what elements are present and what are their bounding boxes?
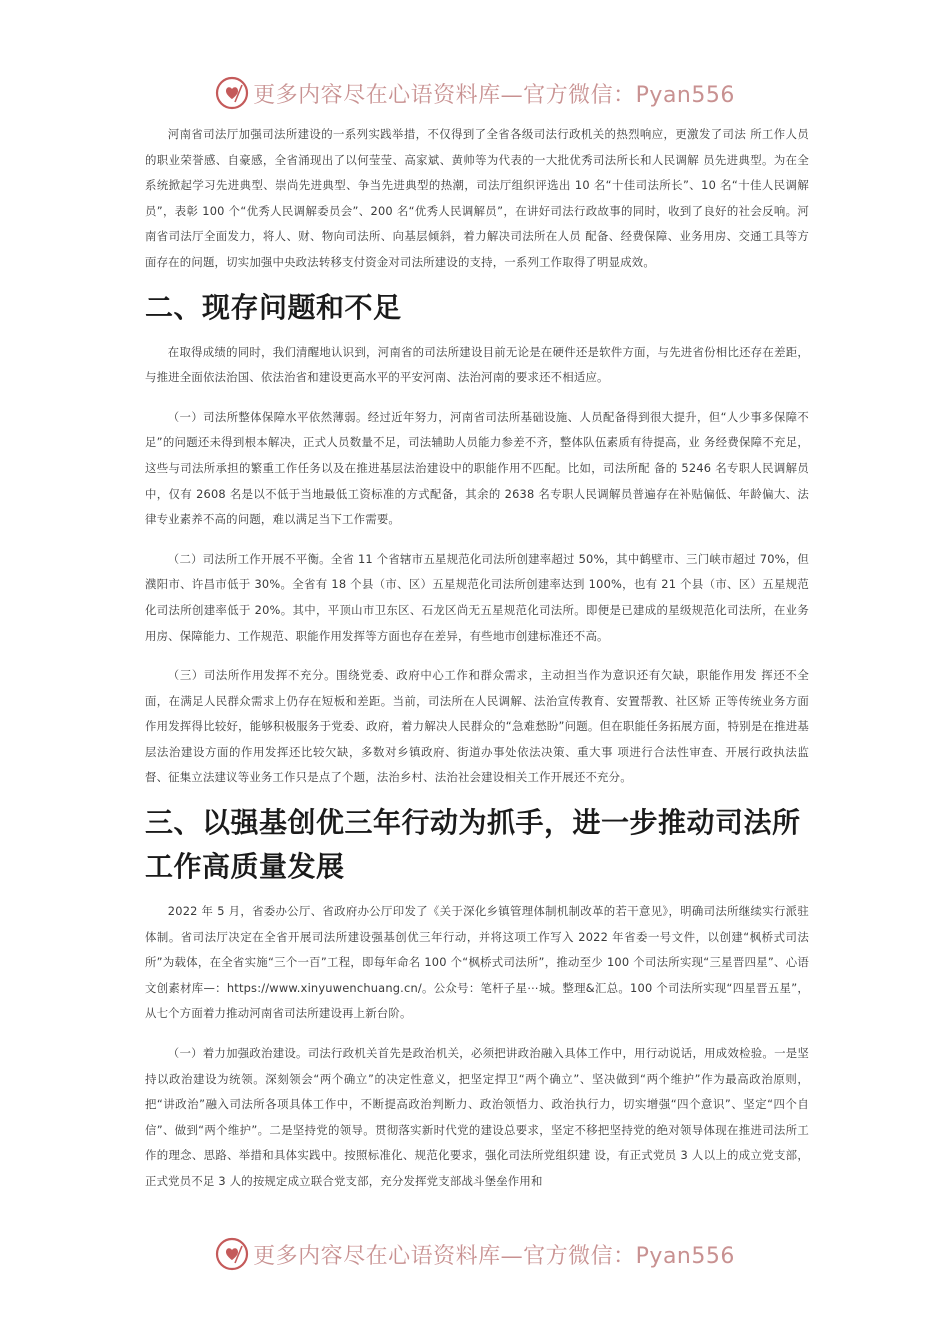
heart-pen-logo-icon	[215, 76, 249, 110]
banner-text: 更多内容尽在心语资料库—官方微信：Pyan556	[253, 82, 735, 108]
section2-paragraph: 在取得成绩的同时，我们清醒地认识到，河南省的司法所建设目前无论是在硬件还是软件方面，与先进省份相比还存在差距，与推进全面依法治国、依法治省和建设更高水平的平安河南、法治河南的要求还不相适应。	[145, 344, 809, 385]
intro-paragraph: 河南省司法厅加强司法所建设的一系列实践举措，不仅得到了全省各级司法行政机关的热烈响应，更激发了司法 所工作人员的职业荣誉感、自豪感，全省涌现出了以何莹莹、高家斌、黄帅等为代表的一大批优秀司法所长和人民调解 员先进典型。为在全系统掀起学习先进典型、崇尚先进典型、争当先进典型的热潮，司法厅组织评选出 10 名“十佳司法所长”、10 名“十佳人民调解员”，表彰 100 个“优秀人民调解委员会”、200 名“优秀人民调解员”，在讲好司法行政故事的同时，收到了良好的社会反响。河南省司法厅全面发力，将人、财、物向司法所、向基层倾斜，着力解决司法所在人员 配备、经费保障、业务用房、交通工具等方面存在的问题，切实加强中央政法转移支付资金对司法所建设的支持，一系列工作取得了明显成效。	[145, 127, 809, 269]
section2-paragraph: （一）司法所整体保障水平依然薄弱。经过近年努力，河南省司法所基础设施、人员配备得到很大提升，但“人少事多保障不足”的问题还未得到根本解决，正式人员数量不足，司法辅助人员能力参差不齐，整体队伍素质有待提高，业 务经费保障不充足，这些与司法所承担的繁重工作任务以及在推进基层法治建设中的职能作用不匹配。比如，司法所配 备的 5246 名专职人民调解员中，仅有 2608 名是以不低于当地最低工资标准的方式配备，其余的 2638 名专职人民调解员普遍存在补贴偏低、年龄偏大、法律专业素养不高的问题，难以满足当下工作需要。	[145, 409, 809, 527]
banner-text: 更多内容尽在心语资料库—官方微信：Pyan556	[253, 1243, 735, 1269]
document-body	[145, 122, 809, 1195]
heart-pen-logo-icon	[215, 1237, 249, 1271]
section3-paragraph: 2022 年 5 月，省委办公厅、省政府办公厅印发了《关于深化乡镇管理体制机制改革的若干意见》，明确司法所继续实行派驻体制。省司法厅决定在全省开展司法所建设强基创优三年行动，并将这项工作写入 2022 年省委一号文件，以创建“枫桥式司法所”为载体，在全省实施“三个一百”工程，即每年命名 100 个“枫桥式司法所”，推动至少 100 个司法所实现“三星晋四星”、心语文创素材库—：https://www.xinyuwenchuang.cn/。公众号：笔杆子星⋯城。整理&汇总。100 个司法所实现“四星晋五星”，从七个方面着力推动河南省司法所建设再上新台阶。	[145, 904, 809, 1021]
footer-banner	[0, 1232, 950, 1276]
section3-paragraph: （一）着力加强政治建设。司法行政机关首先是政治机关，必须把讲政治融入具体工作中，用行动说话，用成效检验。一是坚持以政治建设为统领。深刻领会“两个确立”的决定性意义，把坚定捍卫“两个确立”、坚决做到“两个维护”作为最高政治原则，把“讲政治”融入司法所各项具体工作中，不断提高政治判断力、政治领悟力、政治执行力，切实增强“四个意识”、坚定“四个自信”、做到“两个维护”。二是坚持党的领导。贯彻落实新时代党的建设总要求，坚定不移把坚持党的绝对领导体现在推进司法所工作的理念、思路、举措和具体实践中。按照标准化、规范化要求，强化司法所党组织建 设，有正式党员 3 人以上的成立党支部，正式党员不足 3 人的按规定成立联合党支部，充分发挥党支部战斗堡垒作用和	[145, 1046, 809, 1188]
section-heading-3: 三、以强基创优三年行动为抓手，进一步推动司法所工作高质量发展	[145, 806, 801, 884]
section-heading-2: 二、现存问题和不足	[145, 290, 402, 324]
section2-paragraph: （二）司法所工作开展不平衡。全省 11 个省辖市五星规范化司法所创建率超过 50%，其中鹤壁市、三门峡市超过 70%，但濮阳市、许昌市低于 30%。全省有 18 个县（市、区）五星规范化司法所创建率达到 100%，也有 21 个县（市、区）五星规范化司法所创建率低于 20%。其中，平顶山市卫东区、石龙区尚无五星规范化司法所。即便是已建成的星级规范化司法所，在业务用房、保障能力、工作规范、职能作用发挥等方面也存在差异，有些地市创建标准还不高。	[145, 551, 809, 643]
header-banner	[0, 71, 950, 115]
section2-paragraph: （三）司法所作用发挥不充分。围绕党委、政府中心工作和群众需求，主动担当作为意识还有欠缺，职能作用发 挥还不全面，在满足人民群众需求上仍存在短板和差距。当前，司法所在人民调解、法治宣传教育、安置帮教、社区矫 正等传统业务方面作用发挥得比较好，能够积极服务于党委、政府，着力解决人民群众的“急难愁盼”问题。但在职能任务拓展方面，特别是在推进基层法治建设方面的作用发挥还比较欠缺，多数对乡镇政府、街道办事处依法决策、重大事 项进行合法性审查、开展行政执法监督、征集立法建议等业务工作只是点了个题，法治乡村、法治社会建设相关工作开展还不充分。	[145, 668, 809, 785]
